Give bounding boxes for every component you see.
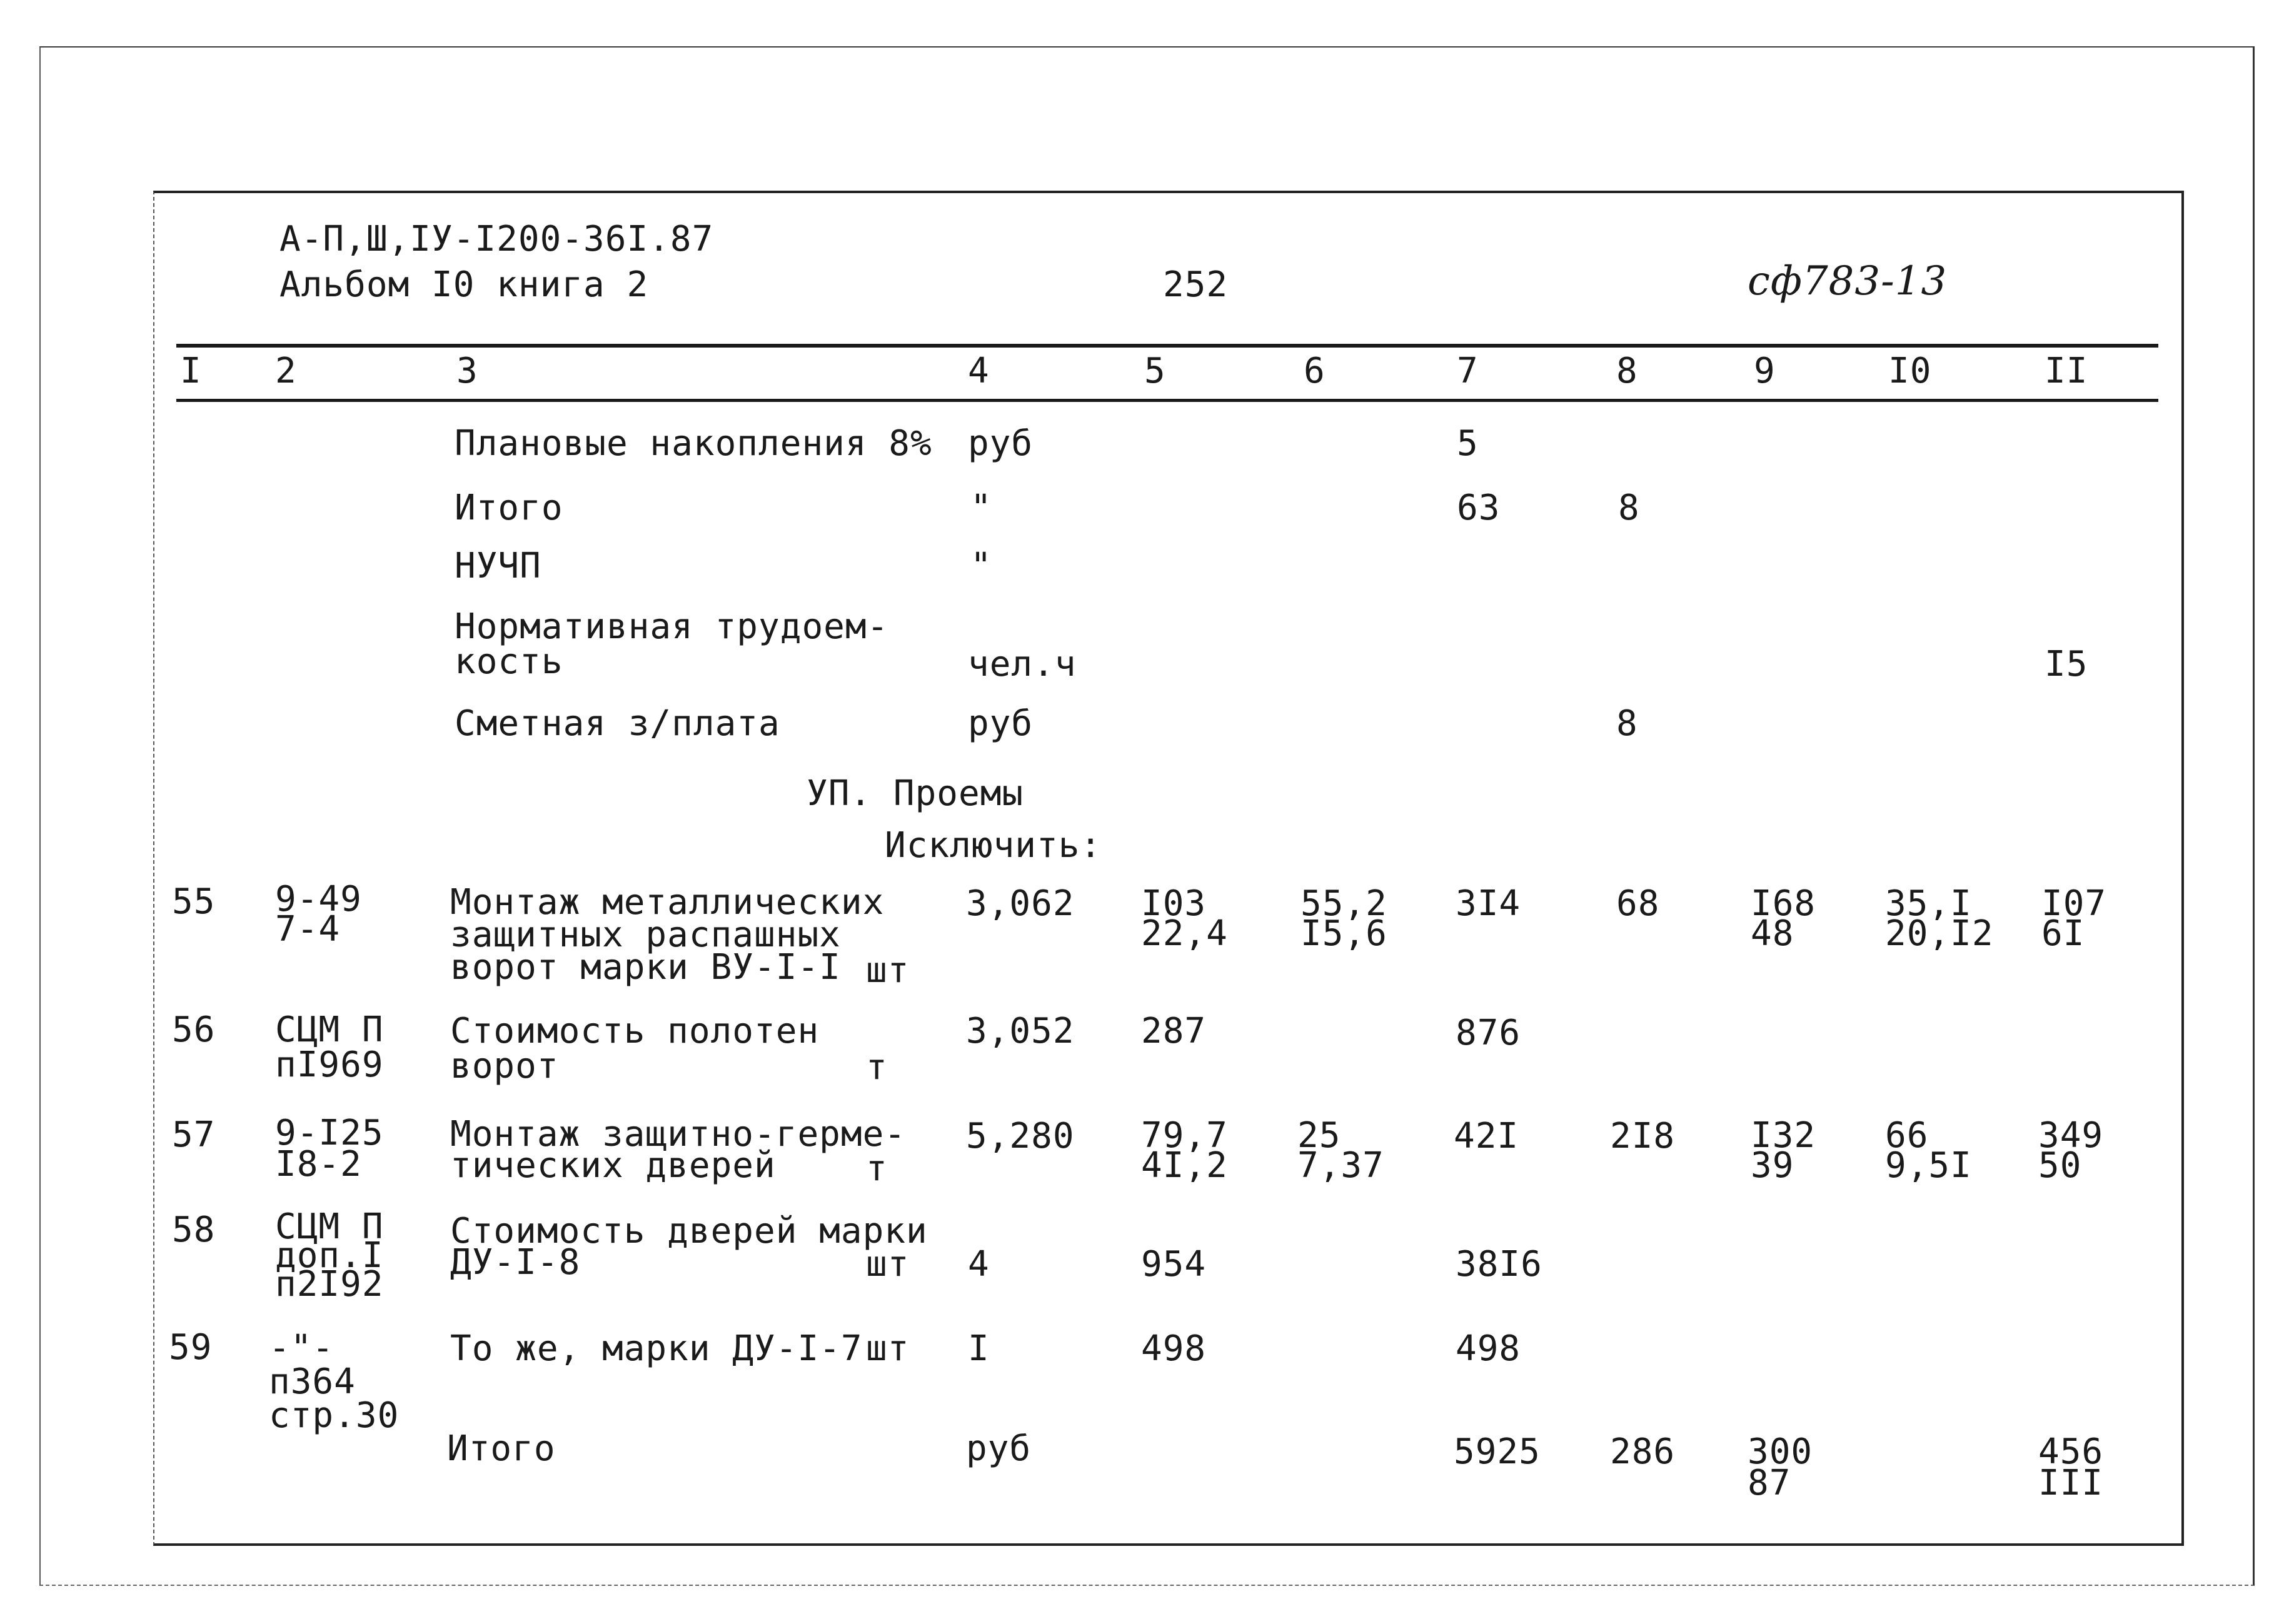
item-col10: 66 9,5I bbox=[1885, 1115, 1972, 1186]
item-col7: 498 bbox=[1456, 1328, 1521, 1369]
album-label: Альбом I0 книга 2 bbox=[279, 264, 649, 305]
item-number: 55 bbox=[172, 881, 216, 922]
row-unit: " bbox=[970, 488, 992, 528]
item-col7: 3I4 bbox=[1456, 883, 1521, 924]
item-col6: 25 7,37 bbox=[1297, 1115, 1384, 1186]
column-header-5: 5 bbox=[1144, 351, 1166, 391]
item-quantity: 3,062 bbox=[966, 883, 1075, 924]
item-unit: т bbox=[866, 1148, 888, 1189]
item-col10: 35,I 20,I2 bbox=[1885, 883, 1994, 954]
page-number: 252 bbox=[1163, 264, 1229, 305]
row-unit: руб bbox=[968, 423, 1034, 464]
row-unit: чел.ч bbox=[968, 644, 1077, 684]
row-col7: 63 bbox=[1457, 488, 1501, 528]
total-unit: руб bbox=[966, 1428, 1032, 1469]
item-col5: 954 bbox=[1141, 1244, 1207, 1285]
item-name: То же, марки ДУ-I-7 bbox=[450, 1328, 863, 1369]
row-unit: руб bbox=[968, 703, 1034, 744]
document-code: А-П,Ш,IУ-I200-36I.87 bbox=[279, 219, 714, 259]
item-col6: 55,2 I5,6 bbox=[1300, 883, 1387, 954]
item-code: -"- п364 стр.30 bbox=[269, 1328, 400, 1436]
item-col9: I32 39 bbox=[1751, 1115, 1816, 1186]
item-col8: 2I8 bbox=[1610, 1116, 1676, 1156]
row-name: Плановые накопления 8% bbox=[455, 423, 932, 464]
item-number: 56 bbox=[172, 1010, 216, 1050]
item-col8: 68 bbox=[1616, 883, 1660, 924]
item-name: Стоимость дверей марки ДУ-I-8 bbox=[450, 1211, 928, 1283]
total-col9: 300 87 bbox=[1748, 1431, 1813, 1503]
section-subtitle: Исключить: bbox=[885, 825, 1102, 866]
column-header-4: 4 bbox=[968, 351, 990, 391]
sheet-code: сф783-13 bbox=[1748, 258, 1948, 304]
item-unit: шт bbox=[866, 950, 910, 991]
column-header-6: 6 bbox=[1304, 351, 1326, 391]
row-col11: I5 bbox=[2045, 644, 2088, 684]
item-name: Стоимость полотен ворот bbox=[450, 1011, 820, 1086]
column-header-7: 7 bbox=[1457, 351, 1479, 391]
item-col9: I68 48 bbox=[1751, 883, 1816, 954]
item-col7: 38I6 bbox=[1456, 1244, 1542, 1285]
row-name: Нормативная трудоем- кость bbox=[455, 606, 889, 682]
total-col8: 286 bbox=[1610, 1431, 1676, 1472]
item-col11: 349 50 bbox=[2038, 1115, 2104, 1186]
item-col5: 79,7 4I,2 bbox=[1141, 1115, 1228, 1186]
item-col11: I07 6I bbox=[2041, 883, 2107, 954]
row-name: Итого bbox=[455, 488, 563, 528]
row-col8: 8 bbox=[1616, 703, 1638, 744]
item-code: 9-I25 I8-2 bbox=[275, 1113, 384, 1185]
item-code: 9-49 7-4 bbox=[275, 879, 362, 950]
total-label: Итого bbox=[447, 1428, 556, 1469]
item-col5: 498 bbox=[1141, 1328, 1207, 1369]
column-header-9: 9 bbox=[1754, 351, 1776, 391]
row-name: Сметная з/плата bbox=[455, 703, 780, 744]
column-header-3: 3 bbox=[456, 351, 478, 391]
item-col5: I03 22,4 bbox=[1141, 883, 1228, 954]
row-col8: 8 bbox=[1618, 488, 1640, 528]
header-bottom-rule bbox=[176, 399, 2158, 402]
item-quantity: 4 bbox=[968, 1244, 990, 1285]
item-code: СЦМ П доп.I п2I92 bbox=[275, 1206, 384, 1305]
item-quantity: 3,052 bbox=[966, 1011, 1075, 1051]
row-col7: 5 bbox=[1457, 423, 1479, 464]
item-number: 58 bbox=[172, 1210, 216, 1250]
item-unit: т bbox=[866, 1047, 888, 1088]
column-header-11: II bbox=[2045, 351, 2088, 391]
item-unit: шт bbox=[866, 1328, 910, 1369]
item-quantity: I bbox=[968, 1328, 990, 1369]
total-col11: 456 III bbox=[2038, 1431, 2104, 1503]
item-name: Монтаж защитно-герме- тических дверей bbox=[450, 1114, 907, 1186]
row-name: НУЧП bbox=[455, 546, 541, 586]
item-col7: 42I bbox=[1454, 1116, 1519, 1156]
column-header-2: 2 bbox=[275, 351, 297, 391]
header-top-rule bbox=[176, 344, 2158, 348]
item-unit: шт bbox=[866, 1244, 910, 1285]
row-unit: " bbox=[970, 546, 992, 586]
item-number: 57 bbox=[172, 1115, 216, 1155]
column-header-8: 8 bbox=[1616, 351, 1638, 391]
section-title: УП. Проемы bbox=[807, 773, 1024, 814]
item-code: СЦМ П пI969 bbox=[275, 1010, 384, 1085]
column-header-10: I0 bbox=[1888, 351, 1932, 391]
column-header-1: I bbox=[180, 351, 202, 391]
item-quantity: 5,280 bbox=[966, 1116, 1075, 1156]
item-number: 59 bbox=[169, 1327, 213, 1368]
item-name: Монтаж металлических защитных распашных ворот марки ВУ-I-I bbox=[450, 882, 885, 988]
item-col7: 876 bbox=[1456, 1013, 1521, 1053]
item-col5: 287 bbox=[1141, 1011, 1207, 1051]
total-col7: 5925 bbox=[1454, 1431, 1541, 1472]
